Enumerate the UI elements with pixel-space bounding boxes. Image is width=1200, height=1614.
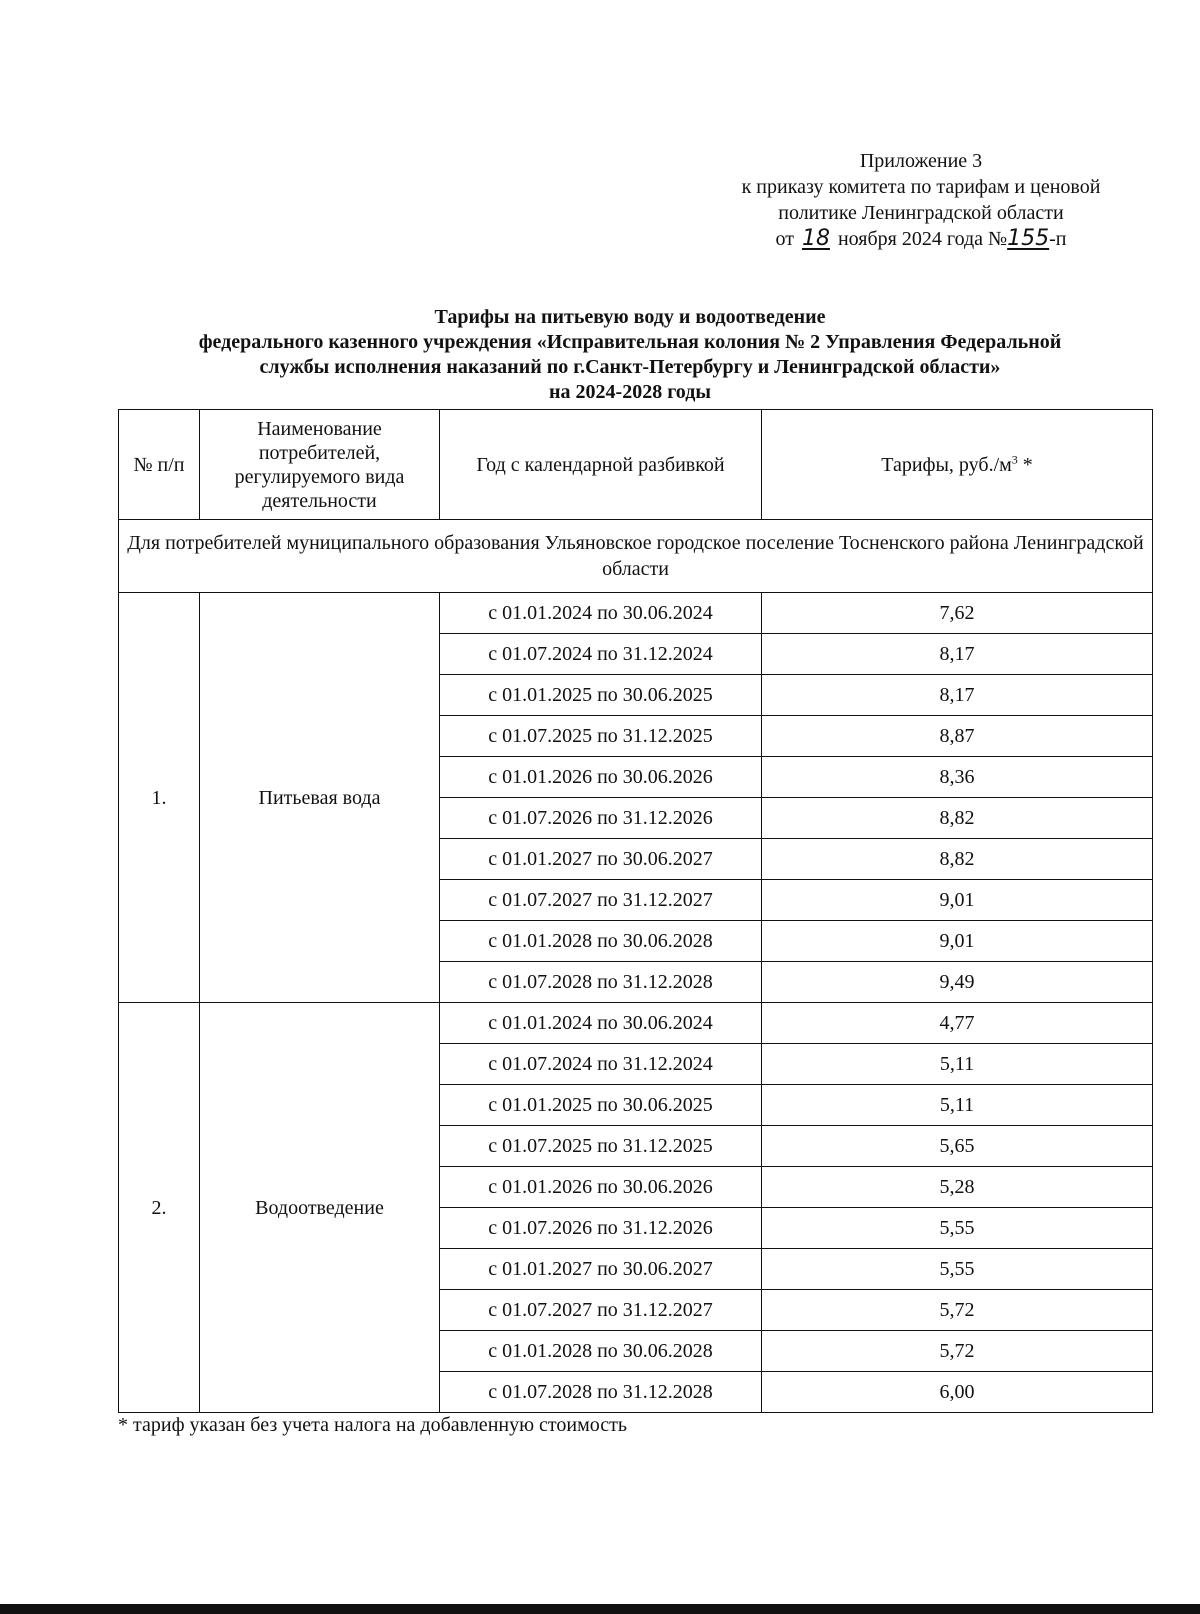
handwritten-order-number: 155 xyxy=(1007,226,1050,251)
appendix-title: Приложение 3 xyxy=(859,150,983,172)
title-line-3: службы исполнения наказаний по г.Санкт-Петербургу и Ленинградской области» xyxy=(259,356,1001,378)
tariff-cell: 5,72 xyxy=(762,1290,1153,1331)
period-cell: с 01.01.2026 по 30.06.2026 xyxy=(440,757,762,798)
appendix-header xyxy=(690,148,1152,252)
header-num: № п/п xyxy=(119,410,200,520)
footnote: * тариф указан без учета налога на добавленную стоимость xyxy=(118,1414,627,1436)
appendix-date-line xyxy=(690,226,1152,252)
period-cell: с 01.01.2025 по 30.06.2025 xyxy=(440,1085,762,1126)
tariff-table xyxy=(118,409,1153,1413)
period-cell: с 01.01.2026 по 30.06.2026 xyxy=(440,1167,762,1208)
period-cell: с 01.07.2027 по 31.12.2027 xyxy=(440,880,762,921)
row-group-consumer: Водоотведение xyxy=(200,1003,440,1413)
period-cell: с 01.07.2025 по 31.12.2025 xyxy=(440,1126,762,1167)
tariff-cell: 4,77 xyxy=(762,1003,1153,1044)
table-body xyxy=(119,520,1153,1413)
appendix-order-line: к приказу комитета по тарифам и ценовой xyxy=(741,176,1101,198)
tariff-cell: 5,11 xyxy=(762,1044,1153,1085)
period-cell: с 01.07.2026 по 31.12.2026 xyxy=(440,798,762,839)
date-prefix: от xyxy=(775,228,794,250)
period-cell: с 01.01.2024 по 30.06.2024 xyxy=(440,1003,762,1044)
header-tariff xyxy=(762,410,1153,520)
period-cell: с 01.01.2025 по 30.06.2025 xyxy=(440,675,762,716)
row-group-consumer: Питьевая вода xyxy=(200,593,440,1003)
header-tariff-text: Тарифы, руб./м xyxy=(881,453,1012,476)
section-title: Для потребителей муниципального образования Ульяновское городское поселение Тосненского района Ленинградской области xyxy=(119,520,1153,593)
tariff-cell: 5,55 xyxy=(762,1208,1153,1249)
period-cell: с 01.07.2024 по 31.12.2024 xyxy=(440,1044,762,1085)
scan-edge xyxy=(0,1604,1200,1614)
tariff-cell: 8,87 xyxy=(762,716,1153,757)
tariff-cell: 5,28 xyxy=(762,1167,1153,1208)
header-tariff-sup: 3 xyxy=(1011,451,1018,466)
tariff-cell: 9,01 xyxy=(762,921,1153,962)
period-cell: с 01.01.2024 по 30.06.2024 xyxy=(440,593,762,634)
tariff-cell: 7,62 xyxy=(762,593,1153,634)
period-cell: с 01.01.2027 по 30.06.2027 xyxy=(440,1249,762,1290)
order-suffix: -п xyxy=(1049,228,1067,250)
period-cell: с 01.01.2028 по 30.06.2028 xyxy=(440,921,762,962)
table-row xyxy=(119,593,1153,634)
title-line-2: федерального казенного учреждения «Исправительная колония № 2 Управления Федеральной xyxy=(198,331,1062,353)
tariff-cell: 5,72 xyxy=(762,1331,1153,1372)
tariff-cell: 8,82 xyxy=(762,798,1153,839)
tariff-cell: 9,49 xyxy=(762,962,1153,1003)
tariff-cell: 5,11 xyxy=(762,1085,1153,1126)
row-group-number: 2. xyxy=(119,1003,200,1413)
tariff-cell: 8,36 xyxy=(762,757,1153,798)
table-header-row xyxy=(119,410,1153,520)
tariff-cell: 8,17 xyxy=(762,634,1153,675)
section-row xyxy=(119,520,1153,593)
appendix-committee-line: политике Ленинградской области xyxy=(778,202,1064,224)
period-cell: с 01.07.2025 по 31.12.2025 xyxy=(440,716,762,757)
tariff-cell: 5,65 xyxy=(762,1126,1153,1167)
title-line-1: Тарифы на питьевую воду и водоотведение xyxy=(434,306,826,328)
handwritten-day: 18 xyxy=(801,226,830,251)
table-row xyxy=(119,1003,1153,1044)
header-consumer: Наименование потребителей, регулируемого вида деятельности xyxy=(200,410,440,520)
row-group-number: 1. xyxy=(119,593,200,1003)
tariff-cell: 9,01 xyxy=(762,880,1153,921)
title-line-4: на 2024-2028 годы xyxy=(549,381,711,403)
document-title xyxy=(110,305,1150,405)
period-cell: с 01.07.2026 по 31.12.2026 xyxy=(440,1208,762,1249)
tariff-cell: 8,82 xyxy=(762,839,1153,880)
header-tariff-star: * xyxy=(1017,453,1033,476)
period-cell: с 01.01.2027 по 30.06.2027 xyxy=(440,839,762,880)
period-cell: с 01.07.2028 по 31.12.2028 xyxy=(440,962,762,1003)
date-middle: ноября 2024 года № xyxy=(837,228,1008,250)
tariff-cell: 6,00 xyxy=(762,1372,1153,1413)
tariff-cell: 8,17 xyxy=(762,675,1153,716)
period-cell: с 01.07.2024 по 31.12.2024 xyxy=(440,634,762,675)
tariff-cell: 5,55 xyxy=(762,1249,1153,1290)
period-cell: с 01.07.2028 по 31.12.2028 xyxy=(440,1372,762,1413)
header-period: Год с календарной разбивкой xyxy=(440,410,762,520)
period-cell: с 01.01.2028 по 30.06.2028 xyxy=(440,1331,762,1372)
period-cell: с 01.07.2027 по 31.12.2027 xyxy=(440,1290,762,1331)
